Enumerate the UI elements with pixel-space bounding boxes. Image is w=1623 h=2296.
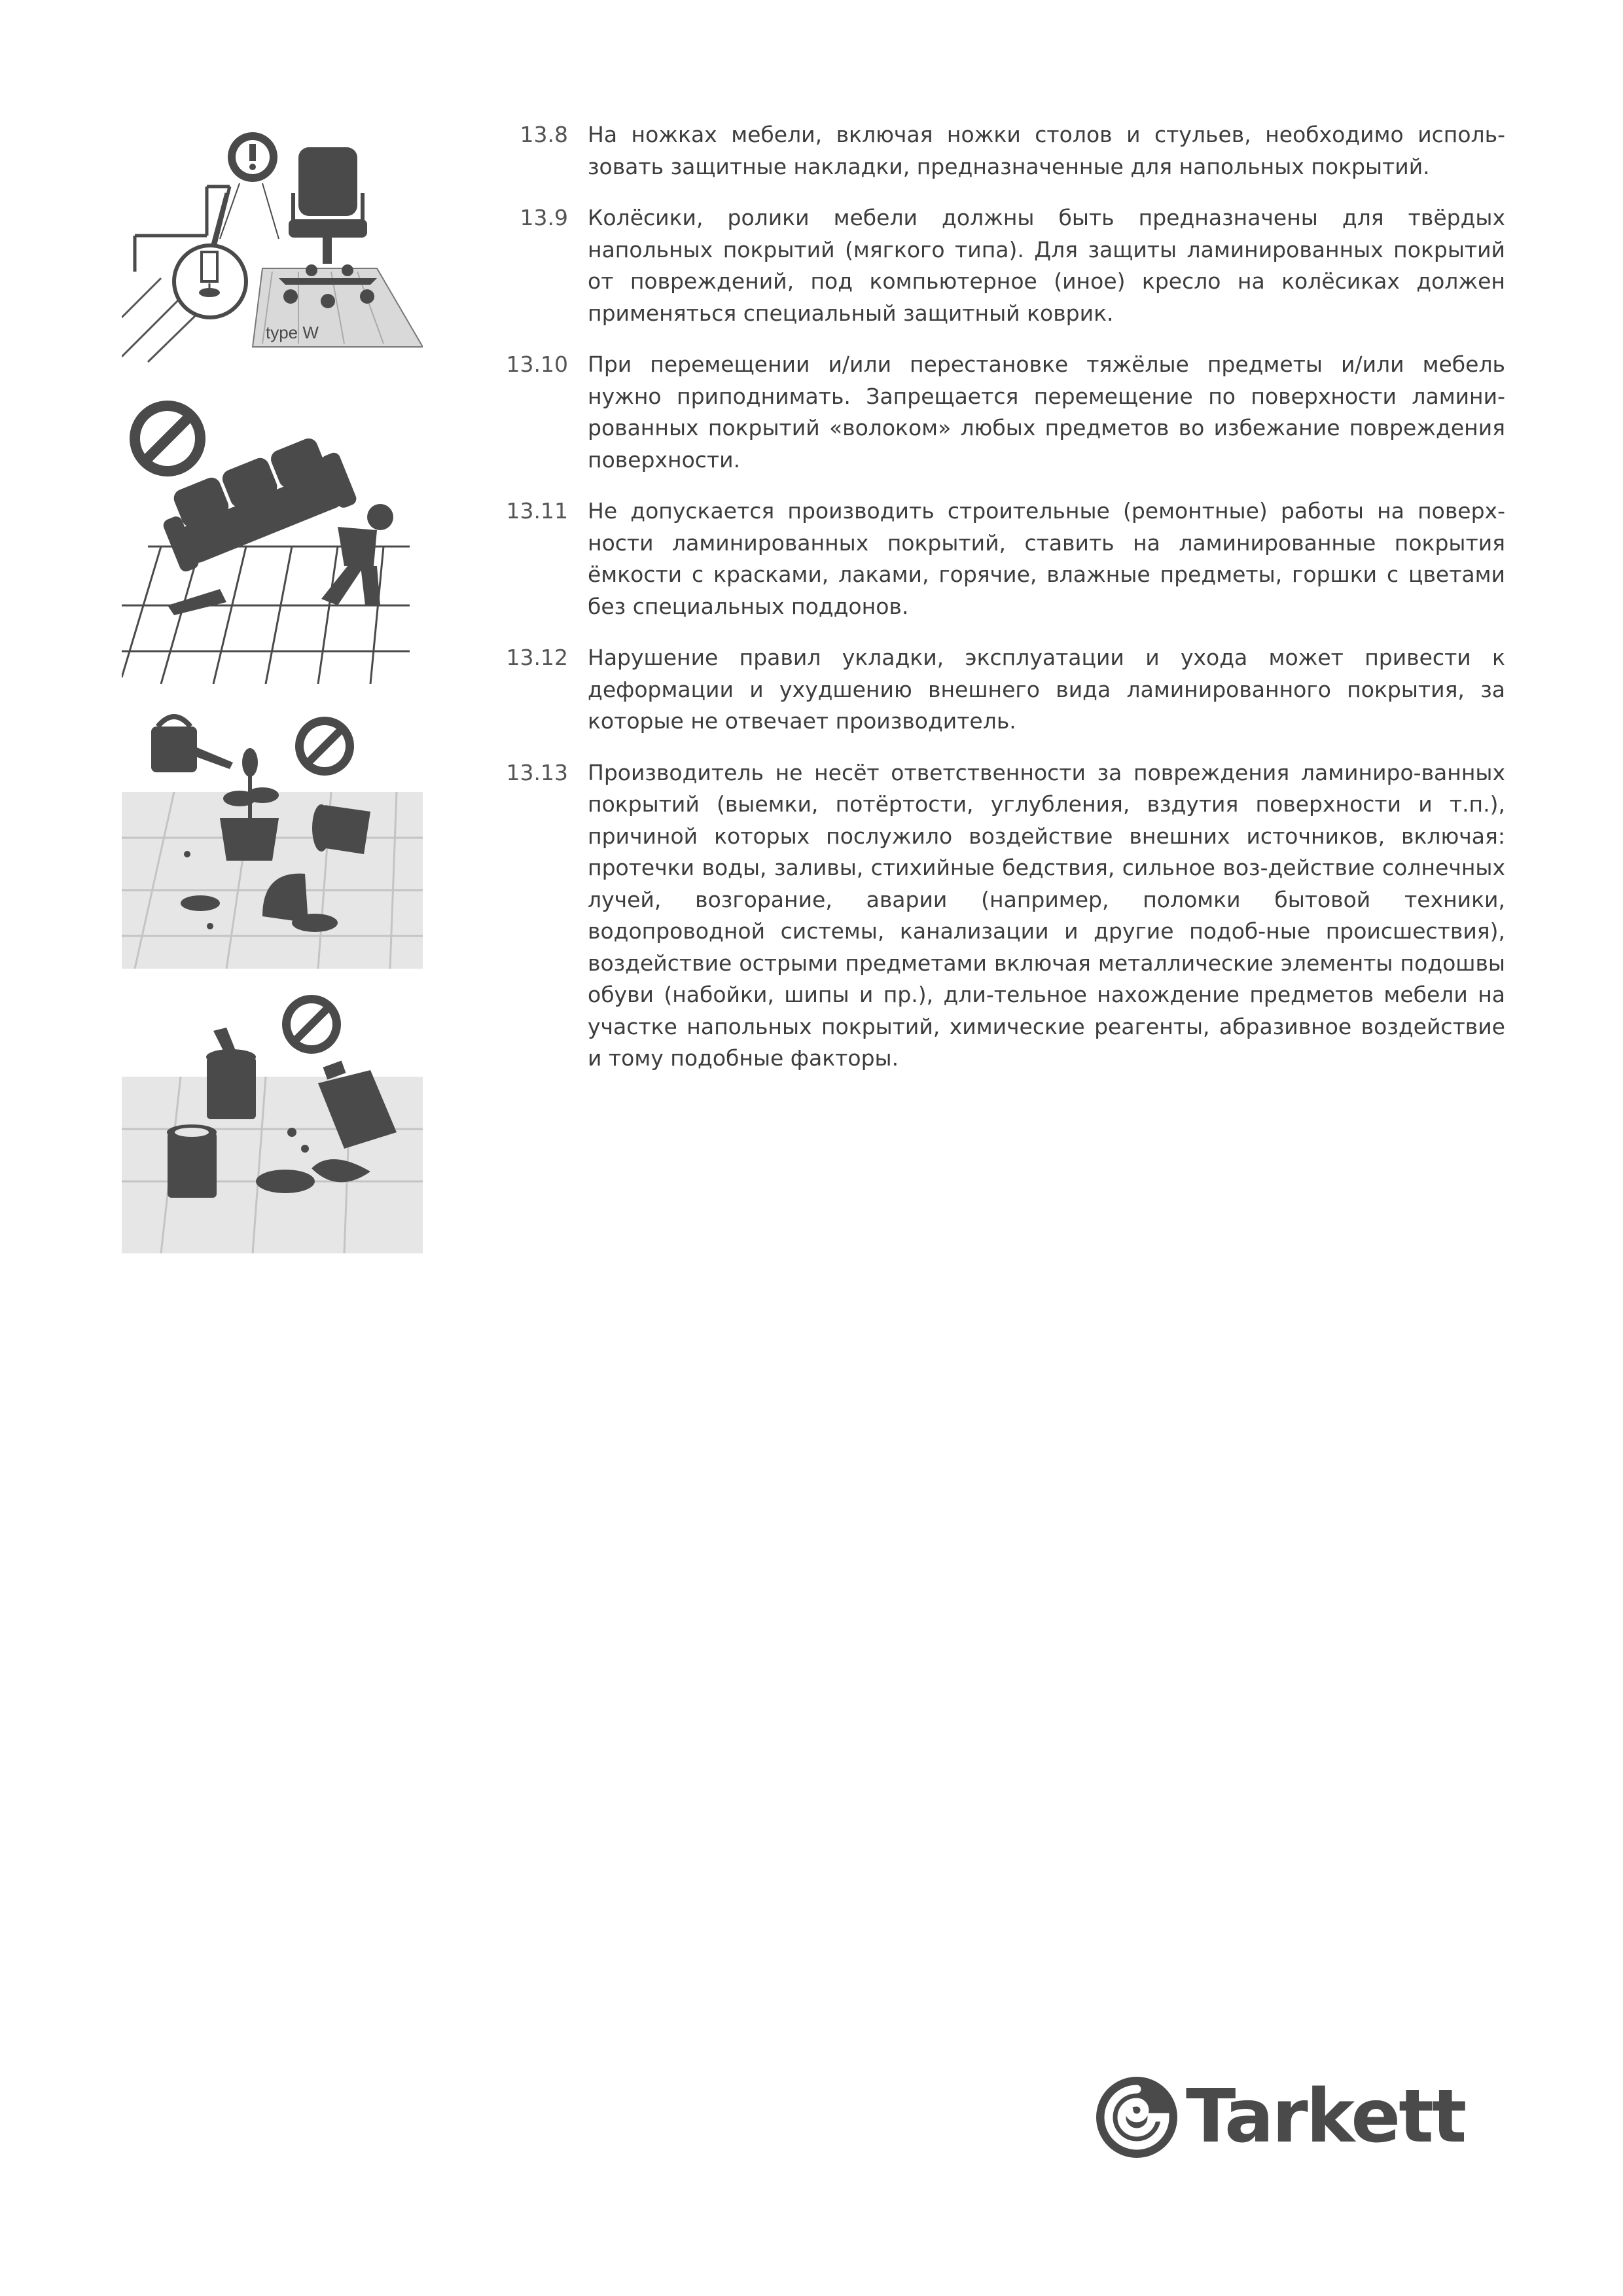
chair-mat-label: type W [266,323,319,342]
list-item [484,495,1505,622]
warning-exclamation-icon [228,132,277,182]
prohibited-icon [130,401,205,476]
item-number: 13.8 [520,122,568,147]
prohibited-icon [295,717,354,776]
no-chemicals-drawing [122,992,423,1253]
logo-wordmark: Tarkett [1186,2074,1465,2159]
list-item [484,202,1505,329]
item-text: На ножках мебели, включая ножки столов и стульев, необходимо исполь-зовать защитные накладки, предназначенные для напольных покрытий. [588,122,1505,179]
illustration-no-water [122,707,423,969]
list-item [484,119,1505,183]
illustration-no-chemicals [122,992,423,1253]
illustration-no-dragging [122,389,423,684]
item-text: Не допускается производить строительные (ремонтные) работы на поверх-ности ламинированных покрытий, ставить на ламинированные покрытия ёмкости с красками, лаками, горячие, влажные предметы, горшки с цветами без специальных поддонов. [588,498,1505,619]
item-number: 13.11 [506,498,568,524]
tarkett-logo [1094,2075,1513,2160]
item-text: Нарушение правил укладки, эксплуатации и ухода может привести к деформации и ухудшению внешнего вида ламинированного покрытия, за которые не отвечает производитель. [588,645,1505,734]
tarkett-swirl-icon [1094,2075,1179,2160]
item-text: Колёсики, ролики мебели должны быть предназначены для твёрдых напольных покрытий (мягкого типа). Для защиты ламинированных покрытий от повреждений, под компьютерное (иное) кресло на колёсиках должен применяться специальный защитный коврик. [588,205,1505,326]
item-number: 13.10 [506,351,568,377]
prohibited-icon [282,995,341,1054]
list-item [484,349,1505,476]
illustration-furniture-pads [122,121,423,363]
list-item [484,642,1505,738]
instructions-list [484,119,1505,1094]
item-number: 13.12 [506,645,568,670]
item-number: 13.9 [520,205,568,230]
list-item [484,757,1505,1075]
no-water-drawing [122,707,423,969]
furniture-pads-drawing [122,121,423,363]
item-number: 13.13 [506,759,568,785]
item-text: При перемещении и/или перестановке тяжёлые предметы и/или мебель нужно приподнимать. Запрещается перемещение по поверхности ламини-рованных покрытий «волоком» любых предметов во избежание повреждения поверхности. [588,351,1505,473]
no-dragging-drawing [122,389,423,684]
item-text: Производитель не несёт ответственности за повреждения ламиниро-ванных покрытий (выемки, потёртости, углубления, вздутия поверхности и т.п.), причиной которых послужило воздействие внешних источников, включая: протечки воды, заливы, стихийные бедствия, сильное воз-действие солнечных лучей, возгорание, аварии (например, поломки бытовой техники, водопроводной системы, канализации и другие подоб-ные происшествия), воздействие острыми предметами включая металлические элементы подошвы обуви (набойки, шипы и пр.), дли-тельное нахождение предметов мебели на участке напольных покрытий, химические реагенты, абразивное воздействие и тому подобные факторы. [588,759,1505,1071]
